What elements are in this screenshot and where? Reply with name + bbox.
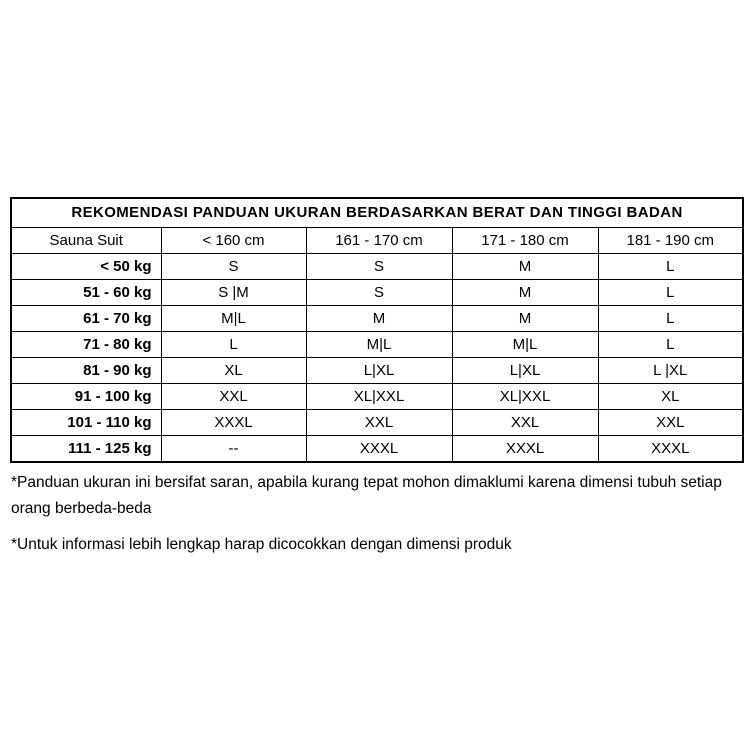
row-label-weight: 91 - 100 kg — [11, 384, 161, 410]
size-chart-table — [10, 197, 744, 463]
table-header-row — [11, 228, 743, 254]
size-cell: XXXL — [161, 410, 306, 436]
size-cell: S — [306, 280, 452, 306]
table-row — [11, 254, 743, 280]
table-row — [11, 384, 743, 410]
size-cell: M — [306, 306, 452, 332]
size-cell: M|L — [306, 332, 452, 358]
column-header-height-3: 171 - 180 cm — [452, 228, 598, 254]
size-cell: L — [598, 306, 743, 332]
table-title: REKOMENDASI PANDUAN UKURAN BERDASARKAN BERAT DAN TINGGI BADAN — [11, 198, 743, 228]
size-cell: S — [306, 254, 452, 280]
table-row — [11, 332, 743, 358]
row-label-weight: 51 - 60 kg — [11, 280, 161, 306]
size-cell: L|XL — [306, 358, 452, 384]
table-row — [11, 280, 743, 306]
size-cell: M — [452, 254, 598, 280]
size-cell: XXL — [161, 384, 306, 410]
size-cell: XXL — [452, 410, 598, 436]
table-row — [11, 410, 743, 436]
size-cell: -- — [161, 436, 306, 463]
size-cell: XXXL — [598, 436, 743, 463]
size-cell: L — [161, 332, 306, 358]
size-cell: L |XL — [598, 358, 743, 384]
row-label-weight: 61 - 70 kg — [11, 306, 161, 332]
footnote-size-disclaimer: *Panduan ukuran ini bersifat saran, apabila kurang tepat mohon dimaklumi karena dimensi tubuh setiap orang berbeda-beda — [11, 474, 722, 518]
size-cell: XXL — [598, 410, 743, 436]
row-label-weight: 101 - 110 kg — [11, 410, 161, 436]
column-header-height-1: < 160 cm — [161, 228, 306, 254]
size-cell: XL|XXL — [306, 384, 452, 410]
size-cell: L — [598, 254, 743, 280]
row-label-weight: < 50 kg — [11, 254, 161, 280]
size-cell: M|L — [452, 332, 598, 358]
row-label-weight: 81 - 90 kg — [11, 358, 161, 384]
footnote-more-info: *Untuk informasi lebih lengkap harap dicocokkan dengan dimensi produk — [11, 535, 512, 553]
footnotes — [11, 470, 741, 567]
size-cell: XXXL — [306, 436, 452, 463]
size-cell: XXL — [306, 410, 452, 436]
size-cell: L|XL — [452, 358, 598, 384]
column-header-height-2: 161 - 170 cm — [306, 228, 452, 254]
size-cell: S — [161, 254, 306, 280]
size-cell: S |M — [161, 280, 306, 306]
table-title-row — [11, 198, 743, 228]
row-label-weight: 111 - 125 kg — [11, 436, 161, 463]
size-cell: M — [452, 280, 598, 306]
size-cell: M|L — [161, 306, 306, 332]
column-header-height-4: 181 - 190 cm — [598, 228, 743, 254]
size-cell: L — [598, 332, 743, 358]
table-row — [11, 436, 743, 463]
size-cell: XL — [161, 358, 306, 384]
column-header-sauna-suit: Sauna Suit — [11, 228, 161, 254]
size-cell: XXXL — [452, 436, 598, 463]
size-cell: XL — [598, 384, 743, 410]
size-cell: M — [452, 306, 598, 332]
table-row — [11, 358, 743, 384]
table-row — [11, 306, 743, 332]
size-cell: L — [598, 280, 743, 306]
row-label-weight: 71 - 80 kg — [11, 332, 161, 358]
size-cell: XL|XXL — [452, 384, 598, 410]
